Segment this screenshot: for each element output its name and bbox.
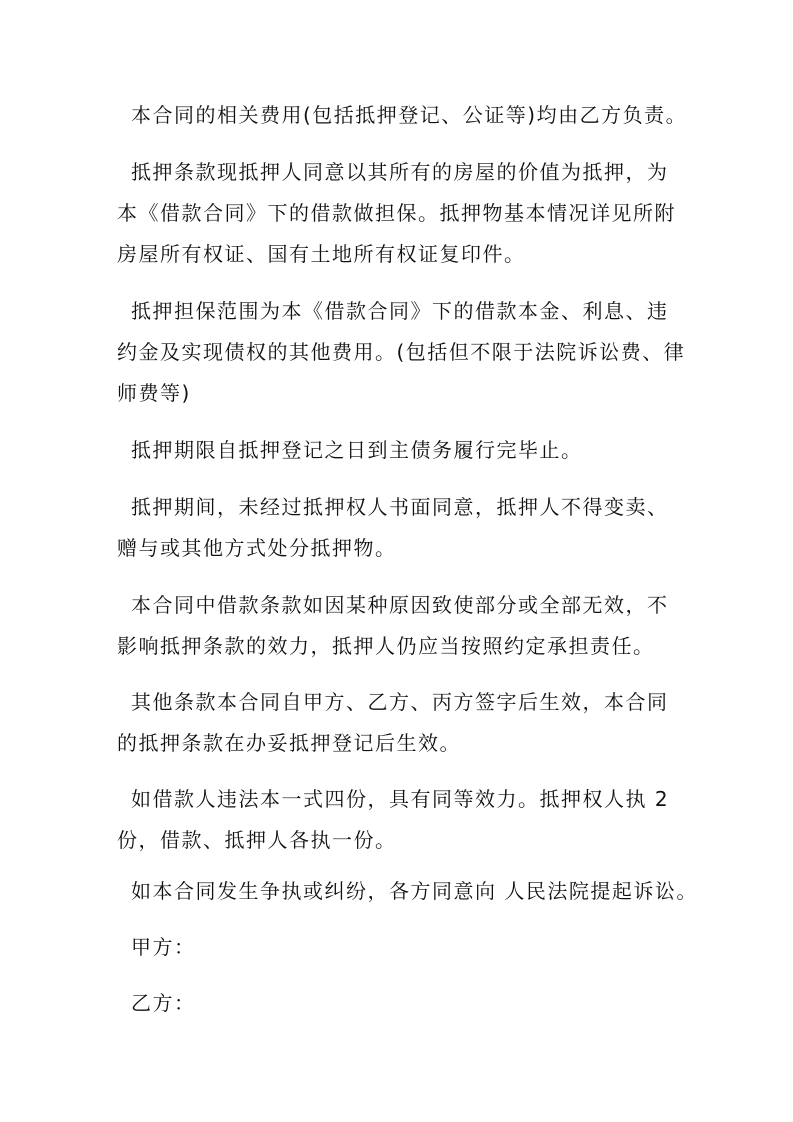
text-line: 抵押期间，未经过抵押权人书面同意，抵押人不得变卖、 xyxy=(131,495,669,519)
paragraph-other-terms xyxy=(117,682,687,764)
text-line: 的抵押条款在办妥抵押登记后生效。 xyxy=(117,731,461,755)
text-line: 如本合同发生争执或纠纷，各方同意向 人民法院提起诉讼。 xyxy=(131,879,698,903)
party-a-label: 甲方： xyxy=(131,935,196,959)
paragraph-disputes xyxy=(117,871,698,912)
text-line: 份，借款、抵押人各执一份。 xyxy=(117,828,397,852)
paragraph-mortgage-term xyxy=(117,430,687,471)
text-line: 如借款人违法本一式四份，具有同等效力。抵押权人执 2 xyxy=(131,787,670,811)
text-line: 本合同的相关费用(包括抵押登记、公证等)均由乙方负责。 xyxy=(131,103,688,127)
text-line: 抵押条款现抵押人同意以其所有的房屋的价值为抵押，为 xyxy=(131,160,669,184)
text-line: 抵押期限自抵押登记之日到主债务履行完毕止。 xyxy=(131,438,583,462)
text-line: 师费等) xyxy=(117,381,191,405)
paragraph-copies xyxy=(117,779,687,861)
text-line: 本《借款合同》下的借款做担保。抵押物基本情况详见所附 xyxy=(117,201,676,225)
party-b-signature-line xyxy=(117,983,687,1024)
paragraph-mortgage-clause xyxy=(117,152,687,275)
text-line: 赠与或其他方式处分抵押物。 xyxy=(117,536,397,560)
paragraph-fees xyxy=(117,95,687,136)
text-line: 本合同中借款条款如因某种原因致使部分或全部无效，不 xyxy=(131,593,669,617)
text-line: 其他条款本合同自甲方、乙方、丙方签字后生效，本合同 xyxy=(131,690,669,714)
text-line: 房屋所有权证、国有土地所有权证复印件。 xyxy=(117,242,526,266)
text-line: 影响抵押条款的效力，抵押人仍应当按照约定承担责任。 xyxy=(117,634,655,658)
paragraph-mortgage-period xyxy=(117,487,687,569)
text-line: 约金及实现债权的其他费用。(包括但不限于法院诉讼费、律 xyxy=(117,340,686,364)
text-line: 抵押担保范围为本《借款合同》下的借款本金、利息、违 xyxy=(131,299,669,323)
paragraph-guarantee-scope xyxy=(117,291,687,414)
party-b-label: 乙方： xyxy=(131,991,196,1015)
paragraph-invalidity xyxy=(117,585,687,667)
party-a-signature-line xyxy=(117,927,687,968)
